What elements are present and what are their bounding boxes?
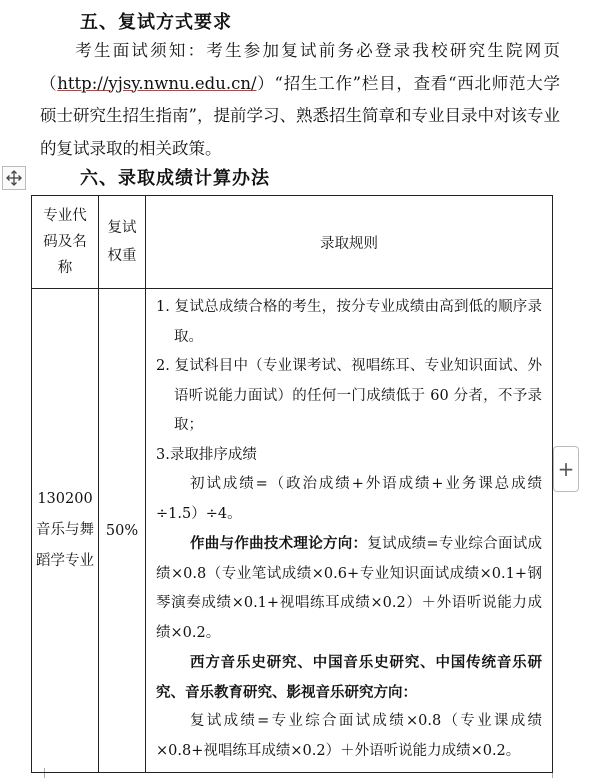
- rule-1: 1. 复试总成绩合格的考生，按分专业成绩由高到低的顺序录取。: [156, 299, 542, 345]
- header-rules: [146, 196, 553, 289]
- rule-3-composition: [156, 529, 542, 648]
- table-header-row: [32, 196, 553, 289]
- header-weight-text: 复试权重: [107, 220, 137, 264]
- music-history-direction-title: 西方音乐史研究、中国音乐史研究、中国传统音乐研究、音乐教育研究、影视音乐研究方向：: [156, 654, 542, 701]
- cell-rules: [146, 289, 553, 773]
- header-weight: [99, 196, 146, 289]
- weight-value: 50%: [105, 522, 139, 539]
- composition-direction-title: 作曲与作曲技术理论方向：: [190, 535, 368, 552]
- move-arrows-icon: [5, 169, 23, 187]
- header-major-code-text: 专业代码及名称: [43, 208, 87, 276]
- paragraph-text-start: 考生面试须知：考生参加复试前务必登录我校研究生院网页（: [40, 41, 560, 93]
- table-row: [32, 289, 553, 773]
- plus-icon: +: [557, 457, 575, 481]
- section-5-paragraph: [40, 35, 560, 165]
- paragraph-text-end: ）“招生工作”栏目，查看“西北师范大学硕士研究生招生指南”，提前学习、熟悉招生简章和专业目录中对该专业的复试录取的相关政策。: [40, 73, 560, 158]
- major-code: 130200: [37, 491, 93, 507]
- header-major-code: [32, 196, 99, 289]
- major-name: 音乐与舞蹈学专业: [36, 522, 94, 569]
- rule-2: 2. 复试科目中（专业课考试、视唱练耳、专业知识面试、外语听说能力面试）的任何一门成绩低于 60 分者，不予录取；: [156, 358, 542, 433]
- cell-weight: [99, 289, 146, 773]
- section-5-heading: 五、复试方式要求: [80, 12, 232, 33]
- admission-rules-table: [31, 195, 553, 773]
- table-move-handle[interactable]: [2, 166, 26, 190]
- section-6-heading: 六、录取成绩计算办法: [80, 168, 270, 189]
- add-row-button[interactable]: [553, 446, 579, 492]
- rule-3-initial: 初试成绩=（政治成绩+外语成绩+业务课总成绩÷1.5）÷4。: [156, 476, 542, 522]
- cell-major: [32, 289, 99, 773]
- composition-formula: 复试成绩=专业综合面试成绩×0.8（专业笔试成绩×0.6+专业知识面试成绩×0.1+钢琴演奏成绩×0.1+视唱练耳成绩×0.2）＋外语听说能力成绩×0.2。: [156, 536, 542, 641]
- rule-3: 3.录取排序成绩: [156, 446, 257, 463]
- graduate-school-link[interactable]: http://yjsy.nwnu.edu.cn/: [57, 73, 257, 93]
- header-rules-text: 录取规则: [320, 235, 378, 252]
- crop-mark-bottom-right: [552, 768, 563, 778]
- music-history-formula: 复试成绩=专业综合面试成绩×0.8（专业课成绩×0.8+视唱练耳成绩×0.2）＋外语听说能力成绩×0.2。: [156, 713, 542, 759]
